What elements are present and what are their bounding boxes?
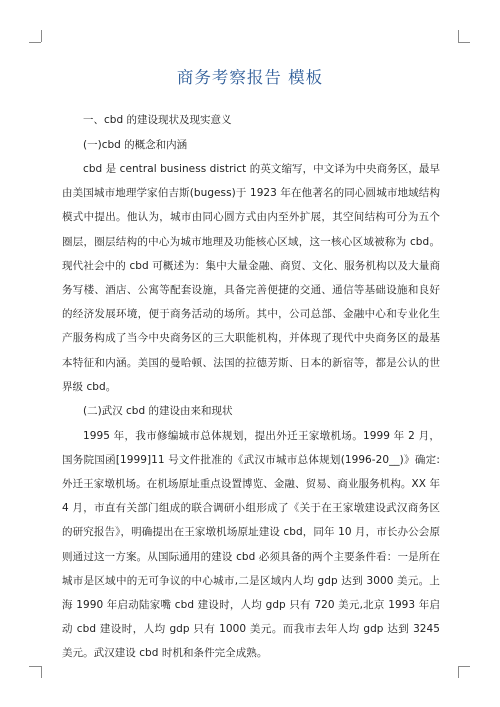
document-body — [62, 108, 440, 666]
crop-mark-top-right-v — [458, 30, 459, 42]
section-heading-1-2: (二)武汉 cbd 的建设由来和现状 — [83, 405, 233, 418]
document-title: 商务考察报告 模板 — [176, 68, 324, 87]
section-heading-1-1: (一)cbd 的概念和内涵 — [83, 138, 188, 151]
crop-mark-bottom-right-v — [458, 666, 459, 678]
crop-mark-top-left-v — [41, 30, 42, 42]
crop-mark-bottom-right-h — [458, 666, 470, 667]
paragraph-wuhan-cbd: 1995 年，我市修编城市总体规划，提出外迁王家墩机场。1999 年 2 月，国务院国函[1999]11 号文件批准的《武汉市城市总体规划(1996-20__)》确定:外迁王家墩机场。在机场原址重点设置博览、金融、贸易、商业服务机构。XX 年 4 月，市直有关部门组成的联合调研小组形成了《关于在王家墩建设武汉商务区的研究报告》，明确提出在王家墩机场原址建设 cbd，同年 10 月，市长办公会原则通过这一方案。从国际通用的建设 cbd 必须具备的两个主要条件看：一是所在城市是区域中的无可争议的中心城市,二是区域内人均 gdp 达到 3000 美元。上海 1990 年启动陆家嘴 cbd 建设时，人均 gdp 只有 720 美元,北京 1993 年启动 cbd 建设时，人均 gdp 只有 1000 美元。而我市去年人均 gdp 达到 3245 美元。武汉建设 cbd 时机和条件完全成熟。 — [62, 429, 440, 660]
crop-mark-bottom-left-h — [29, 666, 41, 667]
section-heading-1: 一、cbd 的建设现状及现实意义 — [83, 114, 232, 126]
paragraph-cbd-concept: cbd 是 central business district 的英文缩写，中文译为中央商务区，最早由美国城市地理学家伯吉斯(bugess)于 1923 年在他著名的同心圆城市地域结构模式中提出。他认为，城市由同心圆方式由内至外扩展，其空间结构可分为五个圈层，圈层结构的中心为城市地理及功能核心区域，这一核心区域被称为 cbd。现代社会中的 cbd 可概述为：集中大量金融、商贸、文化、服务机构以及大量商务写楼、酒店、公寓等配套设施，具备完善便捷的交通、通信等基础设施和良好的经济发展环境，便于商务活动的场所。其中，公司总部、金融中心和专业化生产服务构成了当今中央商务区的三大职能机构，并体现了现代中央商务区的最基本特征和内涵。美国的曼哈顿、法国的拉德芳斯、日本的新宿等，都是公认的世界级 cbd。 — [62, 163, 440, 393]
crop-mark-top-left-h — [29, 42, 41, 43]
crop-mark-bottom-left-v — [41, 666, 42, 678]
crop-mark-top-right-h — [458, 42, 470, 43]
